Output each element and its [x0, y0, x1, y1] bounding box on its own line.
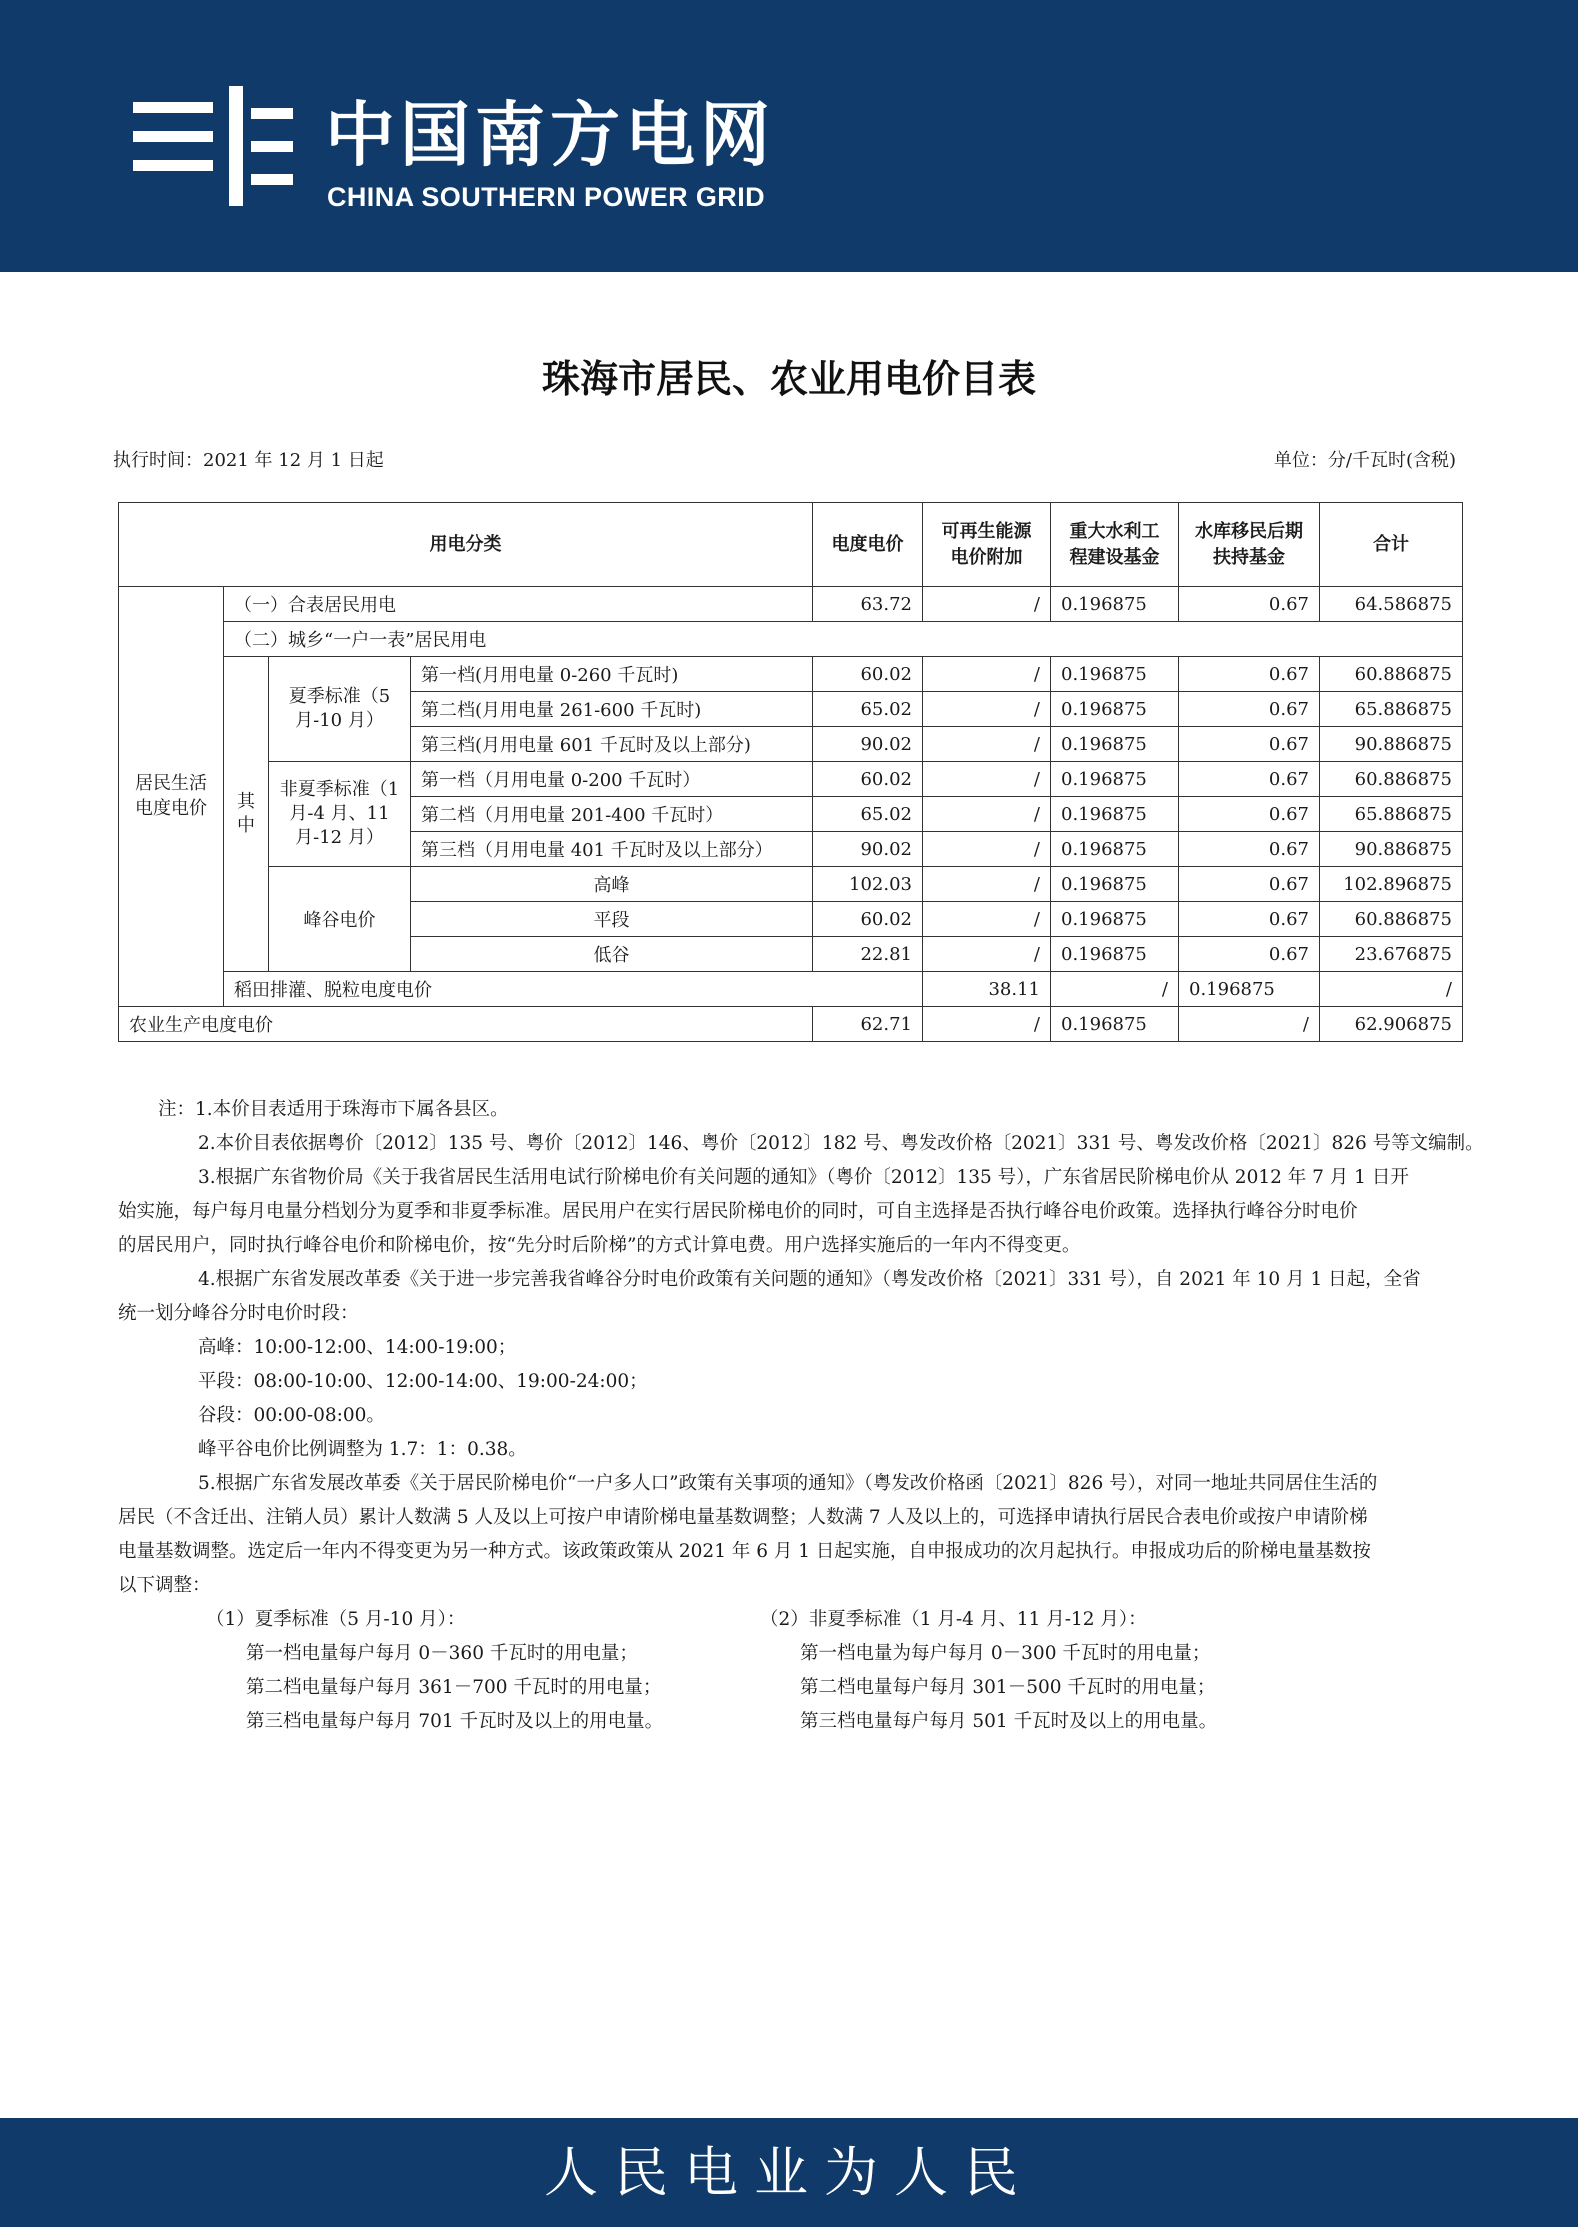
cell-total: 62.906875: [1320, 1007, 1463, 1042]
cell-hydro: 0.196875: [1051, 867, 1179, 902]
group-residential: 居民生活电度电价: [119, 587, 224, 1007]
page-title: 珠海市居民、农业用电价目表: [541, 357, 1036, 401]
row-label: 第二档（月用电量 201-400 千瓦时）: [411, 797, 813, 832]
cell-total: 60.886875: [1320, 657, 1463, 692]
row-label: （二）城乡“一户一表”居民用电: [224, 622, 1463, 657]
note-3-line-1: 3.根据广东省物价局《关于我省居民生活用电试行阶梯电价有关问题的通知》（粤价〔2012〕135 号），广东省居民阶梯电价从 2012 年 7 月 1 日开: [198, 1167, 1409, 1188]
notes-section: [118, 1093, 1490, 1739]
cell-hydro: 0.196875: [1051, 727, 1179, 762]
cell-total: 102.896875: [1320, 867, 1463, 902]
cell-hydro: 0.196875: [1051, 902, 1179, 937]
cell-renewable: /: [923, 1007, 1051, 1042]
cell-total: 90.886875: [1320, 727, 1463, 762]
cell-price: 90.02: [813, 832, 923, 867]
cell-price: 22.81: [813, 937, 923, 972]
cell-reservoir: 0.67: [1179, 692, 1320, 727]
cell-hydro: 0.196875: [1051, 657, 1179, 692]
nonsummer-adjustment-title: （2）非夏季标准（1 月-4 月、11 月-12 月）：: [760, 1609, 1147, 1630]
cell-price: 62.71: [813, 1007, 923, 1042]
table-row: [119, 867, 1463, 902]
header-reservoir-fund: 水库移民后期扶持基金: [1179, 503, 1320, 587]
table-row: [119, 762, 1463, 797]
list-item: 第三档电量每户每月 701 千瓦时及以上的用电量。: [246, 1711, 664, 1732]
cell-hydro: 0.196875: [1179, 972, 1320, 1007]
logo-english-name: CHINA SOUTHERN POWER GRID: [327, 182, 766, 212]
cell-reservoir: 0.67: [1179, 867, 1320, 902]
qizhong-label: 其中: [224, 657, 269, 972]
tou-label: 峰谷电价: [269, 867, 411, 972]
effective-date: 执行时间：2021 年 12 月 1 日起: [113, 450, 384, 471]
cell-reservoir: 0.67: [1179, 902, 1320, 937]
cell-total: 65.886875: [1320, 797, 1463, 832]
header-band: [0, 0, 1578, 272]
cell-renewable: /: [923, 832, 1051, 867]
cell-reservoir: 0.67: [1179, 587, 1320, 622]
note-flat-hours: 平段：08:00-10:00、12:00-14:00、19:00-24:00；: [198, 1371, 648, 1392]
cell-price: 102.03: [813, 867, 923, 902]
nonsummer-label: 非夏季标准（1 月-4 月、11 月-12 月）: [269, 762, 411, 867]
header-renewable: 可再生能源电价附加: [923, 503, 1051, 587]
cell-price: 65.02: [813, 692, 923, 727]
nonsummer-adjustment: [760, 1603, 1320, 1739]
cell-hydro: 0.196875: [1051, 797, 1179, 832]
cell-reservoir: /: [1179, 1007, 1320, 1042]
list-item: 第三档电量每户每月 501 千瓦时及以上的用电量。: [800, 1711, 1218, 1732]
table-header-row: [119, 503, 1463, 587]
cell-renewable: /: [923, 797, 1051, 832]
list-item: 第一档电量为每户每月 0－300 千瓦时的用电量；: [800, 1643, 1211, 1664]
cell-price: 38.11: [923, 972, 1051, 1007]
table-row: [119, 622, 1463, 657]
list-item: 第一档电量每户每月 0－360 千瓦时的用电量；: [246, 1643, 638, 1664]
row-label: 第三档(月用电量 601 千瓦时及以上部分): [411, 727, 813, 762]
list-item: 第二档电量每户每月 301－500 千瓦时的用电量；: [800, 1677, 1216, 1698]
note-ratio: 峰平谷电价比例调整为 1.7：1：0.38。: [198, 1439, 527, 1460]
cell-hydro: 0.196875: [1051, 832, 1179, 867]
row-label: （一）合表居民用电: [224, 587, 813, 622]
cell-renewable: /: [923, 762, 1051, 797]
cell-total: 23.676875: [1320, 937, 1463, 972]
header-total: 合计: [1320, 503, 1463, 587]
cell-renewable: /: [923, 657, 1051, 692]
row-label: 第一档(月用电量 0-260 千瓦时): [411, 657, 813, 692]
summer-label: 夏季标准（5 月-10 月）: [269, 657, 411, 762]
footer-slogan: 人民电业为人民: [544, 2141, 1034, 2204]
row-label: 低谷: [411, 937, 813, 972]
cell-renewable: /: [923, 587, 1051, 622]
summer-adjustment-title: （1）夏季标准（5 月-10 月）：: [206, 1609, 466, 1630]
cell-price: 60.02: [813, 657, 923, 692]
cell-total: 90.886875: [1320, 832, 1463, 867]
row-label: 平段: [411, 902, 813, 937]
note-5-line-1: 5.根据广东省发展改革委《关于居民阶梯电价“一户多人口”政策有关事项的通知》（粤发改价格函〔2021〕826 号），对同一地址共同居住生活的: [198, 1473, 1378, 1494]
cell-total: 60.886875: [1320, 762, 1463, 797]
cell-renewable: /: [923, 937, 1051, 972]
note-peak-hours: 高峰：10:00-12:00、14:00-19:00；: [198, 1337, 517, 1358]
table-row: [119, 972, 1463, 1007]
cell-total: 60.886875: [1320, 902, 1463, 937]
cell-renewable: /: [923, 902, 1051, 937]
note-5-line-2: 居民（不含迁出、注销人员）累计人数满 5 人及以上可按户申请阶梯电量基数调整；人数满 7 人及以上的，可选择申请执行居民合表电价或按户申请阶梯: [118, 1507, 1368, 1528]
cell-renewable: /: [923, 867, 1051, 902]
table-row: [119, 657, 1463, 692]
note-5-line-3: 电量基数调整。选定后一年内不得变更为另一种方式。该政策政策从 2021 年 6 月 1 日起实施，自申报成功的次月起执行。申报成功后的阶梯电量基数按: [118, 1541, 1371, 1562]
table-row: [119, 1007, 1463, 1042]
note-valley-hours: 谷段：00:00-08:00。: [198, 1405, 385, 1426]
row-label: 第一档（月用电量 0-200 千瓦时）: [411, 762, 813, 797]
cell-hydro: 0.196875: [1051, 1007, 1179, 1042]
cell-hydro: 0.196875: [1051, 762, 1179, 797]
csg-logo-icon: [133, 86, 293, 210]
cell-hydro: 0.196875: [1051, 587, 1179, 622]
note-2: 2.本价目表依据粤价〔2012〕135 号、粤价〔2012〕146、粤价〔2012〕182 号、粤发改价格〔2021〕331 号、粤发改价格〔2021〕826 号等文编制。: [198, 1133, 1484, 1154]
cell-renewable: /: [1051, 972, 1179, 1007]
table-row: [119, 587, 1463, 622]
row-label: 稻田排灌、脱粒电度电价: [224, 972, 923, 1007]
cell-reservoir: 0.67: [1179, 727, 1320, 762]
cell-hydro: 0.196875: [1051, 937, 1179, 972]
row-label: 农业生产电度电价: [119, 1007, 813, 1042]
row-label: 第二档(月用电量 261-600 千瓦时): [411, 692, 813, 727]
cell-reservoir: 0.67: [1179, 657, 1320, 692]
cell-price: 63.72: [813, 587, 923, 622]
cell-reservoir: 0.67: [1179, 762, 1320, 797]
cell-reservoir: 0.67: [1179, 937, 1320, 972]
unit-label: 单位：分/千瓦时(含税): [1273, 450, 1456, 471]
cell-reservoir: /: [1320, 972, 1463, 1007]
note-1: 注：1.本价目表适用于珠海市下属各县区。: [158, 1099, 509, 1120]
row-label: 第三档（月用电量 401 千瓦时及以上部分）: [411, 832, 813, 867]
cell-price: 65.02: [813, 797, 923, 832]
cell-price: 90.02: [813, 727, 923, 762]
cell-renewable: /: [923, 692, 1051, 727]
summer-adjustment: [206, 1603, 766, 1739]
cell-reservoir: 0.67: [1179, 797, 1320, 832]
note-4-line-2: 统一划分峰谷分时电价时段：: [118, 1303, 359, 1324]
cell-price: 60.02: [813, 762, 923, 797]
cell-hydro: 0.196875: [1051, 692, 1179, 727]
header-hydro-fund: 重大水利工程建设基金: [1051, 503, 1179, 587]
note-5-line-4: 以下调整：: [118, 1575, 211, 1596]
row-label: 高峰: [411, 867, 813, 902]
tariff-table: [118, 502, 1463, 1042]
cell-price: 60.02: [813, 902, 923, 937]
cell-total: 64.586875: [1320, 587, 1463, 622]
list-item: 第二档电量每户每月 361－700 千瓦时的用电量；: [246, 1677, 662, 1698]
logo-chinese-name: 中国南方电网: [325, 94, 775, 176]
cell-reservoir: 0.67: [1179, 832, 1320, 867]
header-category: 用电分类: [119, 503, 813, 587]
adjustment-columns: [158, 1603, 1490, 1739]
note-3-line-3: 的居民用户，同时执行峰谷电价和阶梯电价，按“先分时后阶梯”的方式计算电费。用户选择实施后的一年内不得变更。: [118, 1235, 1081, 1256]
cell-renewable: /: [923, 727, 1051, 762]
note-4-line-1: 4.根据广东省发展改革委《关于进一步完善我省峰谷分时电价政策有关问题的通知》（粤发改价格〔2021〕331 号），自 2021 年 10 月 1 日起，全省: [198, 1269, 1421, 1290]
header-price: 电度电价: [813, 503, 923, 587]
note-3-line-2: 始实施，每户每月电量分档划分为夏季和非夏季标准。居民用户在实行居民阶梯电价的同时，可自主选择是否执行峰谷电价政策。选择执行峰谷分时电价: [118, 1201, 1358, 1222]
cell-total: 65.886875: [1320, 692, 1463, 727]
